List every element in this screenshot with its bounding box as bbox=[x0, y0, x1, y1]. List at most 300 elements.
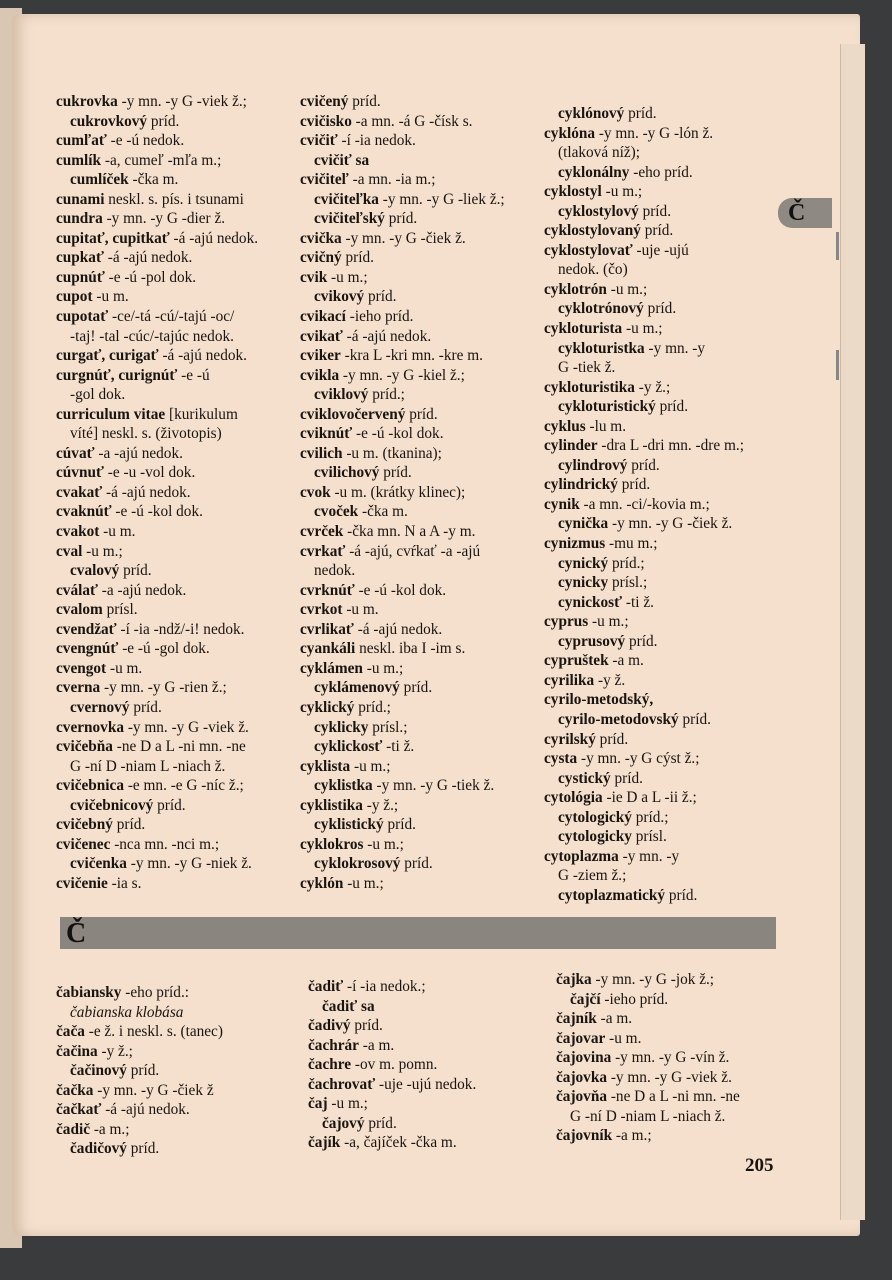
dictionary-entry bbox=[56, 1003, 296, 1023]
entry-headword: cvičenie bbox=[56, 874, 108, 892]
entry-grammar: -á -ajú nedok. bbox=[105, 1101, 190, 1119]
dictionary-entry bbox=[56, 815, 296, 835]
entry-grammar: -á -ajú nedok. bbox=[346, 327, 432, 345]
dictionary-entry bbox=[556, 990, 796, 1010]
dictionary-entry bbox=[300, 268, 540, 288]
dictionary-entry bbox=[544, 163, 794, 183]
dictionary-entry bbox=[544, 593, 794, 613]
entry-grammar: -a m. bbox=[600, 1010, 633, 1028]
entry-headword: cvrkať bbox=[300, 542, 346, 560]
dictionary-entry bbox=[56, 502, 296, 522]
dictionary-entry bbox=[56, 444, 296, 464]
dictionary-entry bbox=[300, 776, 540, 796]
entry-headword: cyklostylový bbox=[558, 202, 639, 220]
entry-headword: cyklón bbox=[300, 874, 344, 892]
entry-grammar: príd. bbox=[157, 796, 186, 814]
entry-grammar: -y ž.; bbox=[366, 796, 399, 814]
entry-headword: cyklokros bbox=[300, 835, 364, 853]
entry-grammar: prísl.; bbox=[372, 718, 408, 736]
entry-headword: cykloturista bbox=[544, 320, 623, 338]
entry-grammar: -í -ia nedok. bbox=[341, 132, 416, 150]
dictionary-entry bbox=[544, 182, 794, 202]
dictionary-entry bbox=[300, 854, 540, 874]
entry-grammar: -á -ajú nedok. bbox=[162, 347, 247, 365]
dictionary-entry bbox=[300, 385, 540, 405]
section-heading: Č bbox=[66, 918, 87, 949]
entry-grammar: -a mn. -á G -čísk s. bbox=[355, 112, 473, 130]
dictionary-entry bbox=[56, 366, 296, 386]
entry-grammar: -u m.; bbox=[605, 183, 643, 201]
entry-headword: cyklista bbox=[300, 757, 351, 775]
entry-headword: cverna bbox=[56, 679, 101, 697]
entry-headword: čačinový bbox=[70, 1062, 127, 1080]
entry-grammar: čabianska klobása bbox=[70, 1003, 184, 1021]
entry-headword: cvikový bbox=[314, 288, 365, 306]
entry-grammar: príd. bbox=[614, 769, 643, 787]
entry-headword: cyrilo-metodský, bbox=[544, 691, 654, 709]
entry-grammar: -uje -ujú nedok. bbox=[379, 1075, 477, 1093]
entry-grammar: -u m. bbox=[103, 523, 136, 541]
dictionary-entry bbox=[544, 339, 794, 359]
dictionary-entry bbox=[544, 534, 794, 554]
entry-grammar: neskl. s. pís. i tsunami bbox=[108, 190, 244, 208]
letter-tab-label: Č bbox=[788, 200, 806, 226]
dictionary-entry bbox=[544, 514, 794, 534]
dictionary-entry bbox=[300, 678, 540, 698]
entry-headword: cvrknúť bbox=[300, 581, 355, 599]
dictionary-entry bbox=[56, 405, 296, 425]
dictionary-entry bbox=[544, 827, 794, 847]
entry-grammar: nedok. (čo) bbox=[558, 261, 628, 279]
entry-headword: cvičebnica bbox=[56, 777, 124, 795]
entry-grammar: -a m.; bbox=[615, 1127, 652, 1145]
dictionary-entry bbox=[300, 561, 540, 581]
dictionary-entry bbox=[300, 757, 540, 777]
dictionary-entry bbox=[300, 463, 540, 483]
entry-grammar: príd. bbox=[345, 249, 374, 267]
entry-headword: cvrkot bbox=[300, 601, 343, 619]
entry-headword: cvaknúť bbox=[56, 503, 112, 521]
entry-headword: cytoplazma bbox=[544, 847, 619, 865]
dictionary-entry bbox=[544, 221, 794, 241]
entry-headword: cval bbox=[56, 542, 83, 560]
entry-grammar: -á -ajú nedok. bbox=[357, 620, 443, 638]
entry-grammar: príd.; bbox=[358, 698, 391, 716]
entry-headword: čajník bbox=[556, 1010, 597, 1028]
dictionary-entry bbox=[556, 1029, 796, 1049]
entry-grammar: príd. bbox=[631, 456, 660, 474]
entry-grammar: -y mn. -y G -liek ž.; bbox=[382, 190, 505, 208]
entry-headword: cvernovka bbox=[56, 718, 124, 736]
dictionary-entry bbox=[300, 209, 540, 229]
entry-headword: cytológia bbox=[544, 789, 603, 807]
dictionary-entry bbox=[544, 417, 794, 437]
entry-grammar: -gol dok. bbox=[70, 386, 126, 404]
entry-grammar: -e -ú bbox=[181, 366, 210, 384]
dictionary-entry bbox=[56, 151, 296, 171]
entry-headword: čadiť sa bbox=[322, 997, 375, 1015]
entry-grammar: G -ziem ž.; bbox=[558, 867, 627, 885]
dictionary-entry bbox=[300, 190, 540, 210]
entry-grammar: príd. bbox=[116, 816, 146, 834]
entry-headword: čačka bbox=[56, 1081, 94, 1099]
entry-grammar: -u m. (tkanina); bbox=[346, 444, 442, 462]
entry-headword: cvičiť sa bbox=[314, 151, 370, 169]
entry-grammar: príd.; bbox=[611, 554, 645, 572]
entry-headword: cupot bbox=[56, 288, 93, 306]
dictionary-entry bbox=[544, 886, 794, 906]
entry-headword: cvalom bbox=[56, 601, 103, 619]
dictionary-entry bbox=[56, 718, 296, 738]
entry-headword: cyklámenový bbox=[314, 679, 400, 697]
dictionary-entry bbox=[56, 209, 296, 229]
dictionary-entry bbox=[544, 690, 794, 710]
entry-grammar: -u m. (krátky klinec); bbox=[334, 483, 466, 501]
dictionary-entry bbox=[56, 1042, 296, 1062]
dictionary-entry bbox=[556, 1087, 796, 1107]
dictionary-entry bbox=[56, 424, 296, 444]
entry-grammar: -í -ia nedok.; bbox=[347, 978, 426, 995]
section-heading-band bbox=[60, 917, 776, 949]
dictionary-entry bbox=[544, 436, 794, 456]
entry-headword: cyprusový bbox=[558, 632, 626, 650]
entry-grammar: -kra L -kri mn. -kre m. bbox=[344, 347, 483, 365]
dictionary-entry bbox=[300, 522, 540, 542]
entry-headword: cvičiť bbox=[300, 132, 338, 150]
entry-grammar: prísl. bbox=[635, 828, 667, 846]
dictionary-entry bbox=[544, 808, 794, 828]
entry-grammar: -y mn. -y G -tiek ž. bbox=[376, 777, 495, 795]
dictionary-entry bbox=[544, 710, 794, 730]
entry-headword: cunami bbox=[56, 190, 105, 208]
dictionary-entry bbox=[544, 280, 794, 300]
dictionary-entry bbox=[544, 788, 794, 808]
entry-headword: cvakať bbox=[56, 483, 103, 501]
dictionary-entry bbox=[56, 483, 296, 503]
page-stack-edge bbox=[840, 44, 865, 1220]
entry-grammar: víté] neskl. s. (životopis) bbox=[70, 425, 222, 443]
dictionary-entry bbox=[300, 366, 540, 386]
entry-headword: čajík bbox=[308, 1134, 341, 1152]
dictionary-entry bbox=[56, 522, 296, 542]
dictionary-entry bbox=[56, 1100, 296, 1120]
entry-headword: cválať bbox=[56, 581, 98, 599]
dictionary-entry bbox=[56, 835, 296, 855]
entry-headword: cundra bbox=[56, 210, 103, 228]
entry-grammar: -čka mn. N a A -y m. bbox=[347, 523, 476, 541]
entry-grammar: -e -u -vol dok. bbox=[107, 464, 196, 482]
entry-headword: čabiansky bbox=[56, 984, 122, 1001]
dictionary-entry bbox=[56, 229, 296, 249]
dictionary-entry bbox=[56, 327, 296, 347]
dictionary-entry bbox=[56, 92, 296, 112]
dictionary-entry bbox=[300, 248, 540, 268]
dictionary-entry bbox=[56, 1120, 296, 1140]
dictionary-entry bbox=[300, 718, 540, 738]
entry-headword: cvik bbox=[300, 268, 328, 286]
entry-column-bottom-3 bbox=[556, 970, 796, 1146]
entry-grammar: -u m. bbox=[109, 659, 143, 677]
dictionary-entry bbox=[56, 600, 296, 620]
dictionary-entry bbox=[300, 307, 540, 327]
entry-grammar: príd. bbox=[628, 632, 658, 650]
entry-grammar: -e -ú -kol dok. bbox=[356, 425, 444, 443]
entry-headword: cyklostyl bbox=[544, 183, 602, 201]
entry-headword: cyklónový bbox=[558, 105, 625, 122]
entry-grammar: -y mn. -y G cýst ž.; bbox=[580, 750, 700, 768]
entry-grammar: príd. bbox=[644, 222, 674, 240]
dictionary-entry bbox=[544, 651, 794, 671]
entry-grammar: príd. bbox=[642, 202, 672, 220]
entry-column-3 bbox=[544, 104, 794, 905]
entry-grammar: -y mn. -y G -čiek ž. bbox=[611, 515, 733, 533]
dictionary-entry bbox=[544, 241, 794, 261]
entry-headword: cylinder bbox=[544, 437, 598, 455]
entry-headword: cumlíček bbox=[70, 171, 129, 189]
dictionary-entry bbox=[300, 542, 540, 562]
entry-grammar: -e -ú -pol dok. bbox=[108, 268, 197, 286]
dictionary-entry bbox=[544, 749, 794, 769]
dictionary-entry bbox=[300, 151, 540, 171]
dictionary-entry bbox=[300, 600, 540, 620]
entry-grammar: -y mn. -y G -čiek ž bbox=[97, 1081, 214, 1099]
entry-grammar: príd. bbox=[668, 886, 698, 904]
entry-headword: cvilichový bbox=[314, 464, 380, 482]
entry-headword: cylindrický bbox=[544, 476, 618, 494]
dictionary-entry bbox=[300, 835, 540, 855]
thumb-index-mark bbox=[836, 232, 839, 260]
dictionary-entry bbox=[544, 397, 794, 417]
entry-headword: cyrilský bbox=[544, 730, 596, 748]
entry-grammar: príd. bbox=[383, 464, 412, 482]
entry-grammar: -ti ž. bbox=[625, 593, 654, 611]
entry-headword: cypruštek bbox=[544, 652, 609, 670]
entry-grammar: -í -ia -ndž/-i! nedok. bbox=[120, 620, 245, 638]
entry-grammar: príd. bbox=[409, 405, 438, 423]
entry-headword: cyklokrosový bbox=[314, 855, 401, 873]
dictionary-entry bbox=[544, 730, 794, 750]
dictionary-entry bbox=[56, 737, 296, 757]
entry-grammar: príd. bbox=[352, 93, 381, 110]
entry-headword: cvičebný bbox=[56, 816, 113, 834]
dictionary-entry bbox=[300, 698, 540, 718]
entry-headword: čachrovať bbox=[308, 1075, 376, 1093]
dictionary-entry bbox=[300, 112, 540, 132]
entry-headword: cyklotrónový bbox=[558, 300, 644, 318]
dictionary-entry bbox=[544, 202, 794, 222]
entry-headword: čajka bbox=[556, 971, 592, 988]
entry-grammar: príd.; bbox=[635, 808, 669, 826]
entry-grammar: -ia s. bbox=[111, 874, 142, 892]
entry-headword: cumlík bbox=[56, 151, 102, 169]
entry-headword: čadiť bbox=[308, 978, 344, 995]
entry-headword: čajovina bbox=[556, 1049, 612, 1067]
entry-grammar: -y ž.; bbox=[101, 1042, 133, 1060]
entry-grammar: -e -ú -kol dok. bbox=[358, 581, 447, 599]
entry-headword: cyklotrón bbox=[544, 280, 607, 298]
dictionary-entry bbox=[56, 678, 296, 698]
entry-grammar: -y mn. -y G -niek ž. bbox=[130, 855, 252, 873]
entry-headword: cynička bbox=[558, 515, 609, 533]
entry-grammar: príd. bbox=[599, 730, 629, 748]
entry-grammar: -eho príd.: bbox=[125, 984, 190, 1001]
dictionary-entry bbox=[556, 970, 796, 990]
dictionary-entry bbox=[556, 1068, 796, 1088]
dictionary-entry bbox=[300, 815, 540, 835]
dictionary-entry bbox=[300, 581, 540, 601]
entry-grammar: G -tiek ž. bbox=[558, 359, 616, 377]
entry-headword: cystický bbox=[558, 769, 611, 787]
dictionary-entry bbox=[56, 268, 296, 288]
entry-headword: cupitať, cupitkať bbox=[56, 229, 170, 247]
entry-headword: cyklistický bbox=[314, 816, 384, 834]
entry-grammar: -á -ajú nedok. bbox=[107, 249, 193, 267]
dictionary-entry bbox=[544, 769, 794, 789]
entry-grammar: -ieho príd. bbox=[349, 308, 414, 326]
dictionary-entry bbox=[300, 424, 540, 444]
entry-grammar: -u m.; bbox=[331, 1095, 368, 1113]
entry-grammar: príd. bbox=[647, 300, 677, 318]
entry-headword: cvikací bbox=[300, 308, 346, 326]
entry-headword: cytoplazmatický bbox=[558, 886, 666, 904]
entry-headword: čajovňa bbox=[556, 1088, 607, 1106]
entry-headword: cyklický bbox=[300, 698, 355, 716]
entry-headword: cvičebnicový bbox=[70, 796, 154, 814]
entry-grammar: -a -ajú nedok. bbox=[98, 444, 183, 462]
dictionary-entry bbox=[56, 639, 296, 659]
entry-headword: cyrilo-metodovský bbox=[558, 710, 679, 728]
entry-grammar: príd. bbox=[133, 698, 162, 716]
dictionary-entry bbox=[544, 612, 794, 632]
entry-grammar: -a m.; bbox=[93, 1120, 130, 1138]
entry-grammar: prísl.; bbox=[611, 574, 648, 592]
entry-headword: curgnúť, curignúť bbox=[56, 366, 178, 384]
dictionary-entry bbox=[56, 561, 296, 581]
dictionary-entry bbox=[300, 483, 540, 503]
dictionary-entry bbox=[308, 1094, 548, 1114]
entry-grammar: -á -ajú, cvŕkať -a -ajú bbox=[349, 542, 481, 560]
entry-grammar: -e -ú -gol dok. bbox=[122, 640, 210, 658]
entry-headword: cyklostylovaný bbox=[544, 222, 641, 240]
entry-headword: čadičový bbox=[70, 1140, 127, 1158]
dictionary-entry bbox=[56, 874, 296, 894]
dictionary-entry bbox=[544, 475, 794, 495]
entry-headword: cvilich bbox=[300, 444, 343, 462]
thumb-index-mark bbox=[836, 350, 839, 380]
entry-grammar: -y mn. -y G -viek ž. bbox=[610, 1068, 732, 1086]
entry-grammar: -čka m. bbox=[362, 503, 408, 521]
entry-headword: cykloturistický bbox=[558, 398, 656, 416]
entry-headword: čadivý bbox=[308, 1017, 351, 1035]
entry-column-bottom-2 bbox=[308, 977, 548, 1153]
dictionary-entry bbox=[56, 463, 296, 483]
dictionary-entry bbox=[544, 632, 794, 652]
entry-grammar: -a, cumeľ -mľa m.; bbox=[104, 151, 222, 169]
dictionary-entry bbox=[300, 92, 540, 112]
entry-grammar: príd. bbox=[368, 1114, 397, 1132]
entry-grammar: -a mn. -ia m.; bbox=[352, 171, 436, 189]
dictionary-entry bbox=[544, 143, 794, 163]
page-number: 205 bbox=[745, 1155, 774, 1176]
entry-headword: čačina bbox=[56, 1042, 98, 1060]
entry-grammar: -e ž. i neskl. s. (tanec) bbox=[88, 1023, 223, 1041]
entry-grammar: príd. bbox=[659, 398, 689, 416]
dictionary-entry bbox=[556, 1009, 796, 1029]
dictionary-entry bbox=[56, 581, 296, 601]
dictionary-entry bbox=[56, 757, 296, 777]
dictionary-entry bbox=[544, 319, 794, 339]
entry-headword: cvičený bbox=[300, 93, 349, 110]
entry-grammar: -ce/-tá -cú/-tajú -oc/ bbox=[112, 308, 235, 326]
entry-grammar: -dra L -dri mn. -dre m.; bbox=[601, 437, 744, 455]
dictionary-entry bbox=[56, 346, 296, 366]
entry-headword: cvengot bbox=[56, 659, 107, 677]
entry-grammar: neskl. iba I -im s. bbox=[359, 640, 466, 658]
entry-headword: cvičisko bbox=[300, 112, 352, 130]
entry-headword: cvendžať bbox=[56, 620, 117, 638]
entry-headword: cyprus bbox=[544, 613, 589, 631]
dictionary-entry bbox=[308, 1133, 548, 1153]
entry-grammar: príd. bbox=[682, 710, 711, 728]
entry-headword: cvikla bbox=[300, 366, 340, 384]
entry-grammar: -ov m. pomn. bbox=[354, 1056, 438, 1074]
entry-grammar: -u m.; bbox=[331, 268, 368, 286]
entry-grammar: -e mn. -e G -níc ž.; bbox=[127, 777, 244, 795]
entry-headword: cvrlikať bbox=[300, 620, 354, 638]
entry-headword: čajovar bbox=[556, 1029, 606, 1047]
entry-grammar: -uje -ujú bbox=[636, 241, 689, 259]
entry-headword: cvrček bbox=[300, 523, 344, 541]
entry-grammar: -y ž. bbox=[597, 671, 626, 689]
entry-headword: cyrilika bbox=[544, 671, 595, 689]
dictionary-entry bbox=[300, 131, 540, 151]
entry-grammar: -u m.; bbox=[347, 874, 384, 892]
entry-headword: cyklistika bbox=[300, 796, 363, 814]
entry-headword: cvičebňa bbox=[56, 738, 113, 756]
dictionary-entry bbox=[544, 847, 794, 867]
dictionary-entry bbox=[544, 299, 794, 319]
entry-grammar: -u m. bbox=[346, 601, 379, 619]
entry-grammar: -y mn. -y bbox=[648, 339, 706, 357]
entry-grammar: -a m. bbox=[362, 1036, 395, 1054]
dictionary-entry bbox=[544, 866, 794, 886]
dictionary-entry bbox=[56, 854, 296, 874]
entry-headword: cupnúť bbox=[56, 268, 105, 286]
entry-grammar: -nca mn. -nci m.; bbox=[114, 835, 220, 853]
dictionary-entry bbox=[56, 698, 296, 718]
entry-column-2 bbox=[300, 92, 540, 893]
dictionary-entry bbox=[56, 1081, 296, 1101]
entry-grammar: -eho príd. bbox=[633, 163, 693, 181]
entry-headword: curgať, curigať bbox=[56, 347, 159, 365]
dictionary-entry bbox=[56, 248, 296, 268]
dictionary-entry bbox=[56, 170, 296, 190]
entry-grammar: G -ní D -niam L -niach ž. bbox=[570, 1107, 726, 1125]
entry-grammar: príd. bbox=[150, 112, 180, 130]
dictionary-entry bbox=[56, 131, 296, 151]
dictionary-entry bbox=[300, 659, 540, 679]
entry-headword: cynicky bbox=[558, 574, 609, 592]
dictionary-entry bbox=[544, 378, 794, 398]
entry-headword: cvengnúť bbox=[56, 640, 119, 658]
dictionary-entry bbox=[300, 620, 540, 640]
entry-headword: cupkať bbox=[56, 249, 104, 267]
dictionary-entry bbox=[544, 104, 794, 124]
entry-grammar: -lu m. bbox=[589, 417, 627, 435]
entry-grammar: príd. bbox=[404, 855, 433, 873]
entry-headword: cynizmus bbox=[544, 535, 606, 553]
entry-headword: čačkať bbox=[56, 1101, 102, 1119]
